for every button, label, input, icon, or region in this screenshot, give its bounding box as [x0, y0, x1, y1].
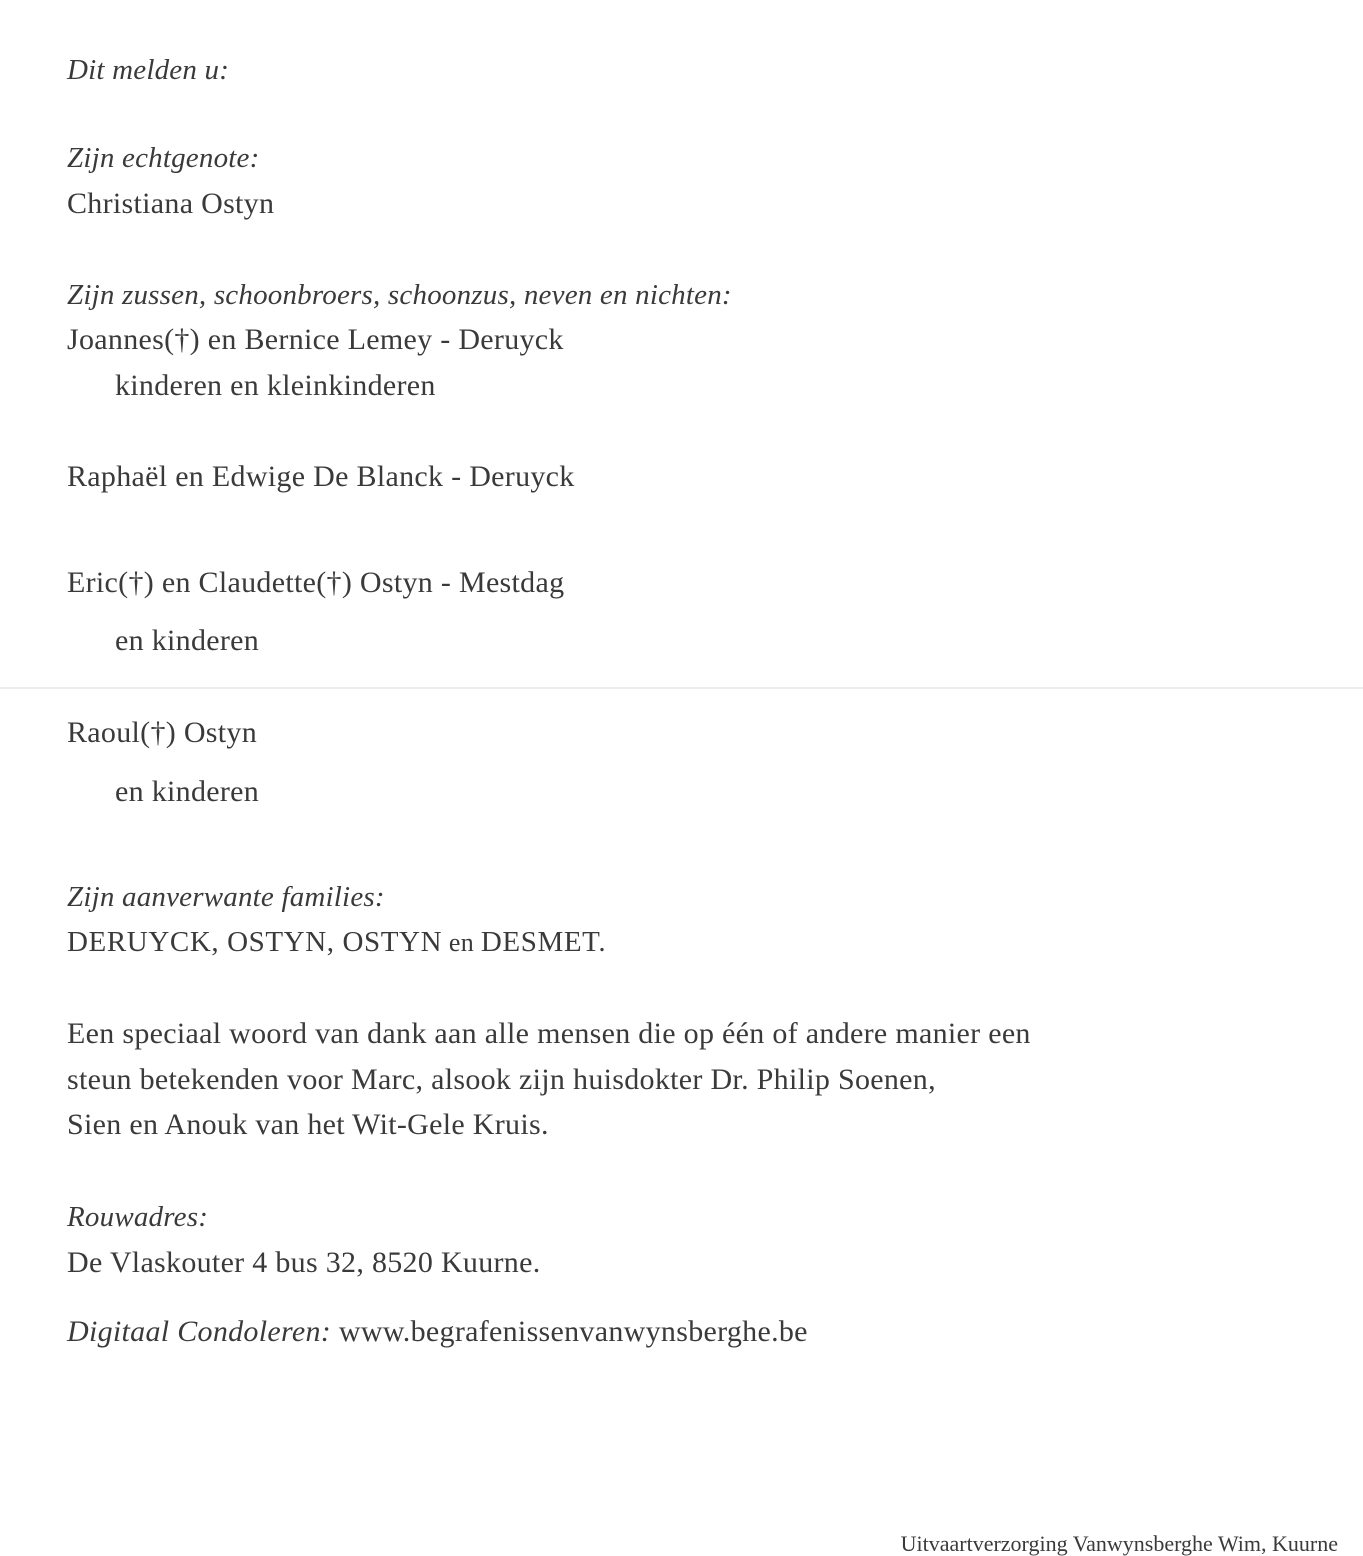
families-heading: Zijn aanverwante families: [67, 881, 385, 913]
address-value: De Vlaskouter 4 bus 32, 8520 Kuurne. [67, 1246, 541, 1279]
condolence-line [67, 1314, 808, 1350]
families-names-part1: DERUYCK, OSTYN, OSTYN [67, 926, 443, 958]
condolence-url[interactable]: www.begrafenissenvanwynsberghe.be [338, 1315, 808, 1348]
sibling-entry: Joannes(†) en Bernice Lemey - Deruyck [67, 323, 564, 356]
families-names [67, 924, 606, 961]
spouse-heading: Zijn echtgenote: [67, 142, 260, 174]
intro-text: Dit melden u: [67, 54, 230, 86]
sibling-entry: Eric(†) en Claudette(†) Ostyn - Mestdag [67, 566, 565, 599]
sibling-entry-sub: kinderen en kleinkinderen [115, 369, 436, 402]
sibling-entry: Raoul(†) Ostyn [67, 716, 258, 749]
siblings-heading: Zijn zussen, schoonbroers, schoonzus, neven en nichten: [67, 279, 732, 311]
fold-line [0, 687, 1363, 689]
families-names-part2: DESMET. [480, 926, 607, 958]
thanks-line: Sien en Anouk van het Wit-Gele Kruis. [67, 1108, 549, 1141]
condolence-label: Digitaal Condoleren: [67, 1315, 332, 1348]
address-heading: Rouwadres: [67, 1201, 209, 1233]
thanks-line: steun betekenden voor Marc, alsook zijn huisdokter Dr. Philip Soenen, [67, 1063, 936, 1096]
spouse-name: Christiana Ostyn [67, 187, 275, 220]
sibling-entry-sub: en kinderen [115, 775, 260, 808]
families-names-joiner: en [442, 928, 481, 957]
thanks-line: Een speciaal woord van dank aan alle mensen die op één of andere manier een [67, 1017, 1031, 1050]
funeral-director-credit: Uitvaartverzorging Vanwynsberghe Wim, Kuurne [900, 1531, 1338, 1556]
sibling-entry: Raphaël en Edwige De Blanck - Deruyck [67, 460, 575, 493]
sibling-entry-sub: en kinderen [115, 624, 260, 657]
